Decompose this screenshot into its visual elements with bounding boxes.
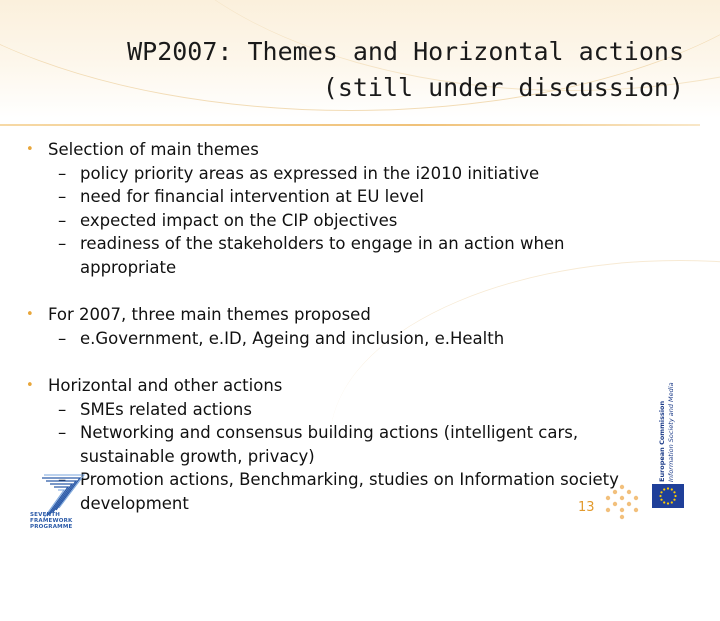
sub-bullet-text: expected impact on the CIP objectives bbox=[80, 210, 398, 230]
sub-bullet-item bbox=[0, 232, 610, 279]
bullet-text: Horizontal and other actions bbox=[48, 376, 283, 395]
sub-bullet-item bbox=[0, 209, 680, 233]
bullet-block-themes bbox=[0, 138, 680, 279]
ec-label-line-2: Information Society and Media bbox=[667, 382, 675, 482]
decorative-dots-icon bbox=[604, 484, 640, 520]
bullet-marker: • bbox=[26, 142, 34, 157]
title-divider bbox=[0, 124, 700, 126]
dash-marker: – bbox=[58, 399, 67, 419]
sub-bullet-item bbox=[0, 185, 680, 209]
sub-bullet-text: readiness of the stakeholders to engage in an action when appropriate bbox=[80, 234, 565, 277]
bullet-marker: • bbox=[26, 307, 34, 322]
page-number: 13 bbox=[578, 500, 595, 515]
bullet-item bbox=[0, 303, 680, 327]
bullet-item bbox=[0, 374, 680, 398]
sub-bullet-item bbox=[0, 162, 680, 186]
fp7-logo-text: SEVENTH FRAMEWORK PROGRAMME bbox=[30, 512, 73, 530]
slide-body bbox=[0, 138, 680, 515]
dash-marker: – bbox=[58, 163, 67, 183]
bullet-item bbox=[0, 138, 680, 162]
slide-title-line-1: WP2007: Themes and Horizontal actions bbox=[127, 37, 684, 66]
bullet-marker: • bbox=[26, 378, 34, 393]
bullet-text: Selection of main themes bbox=[48, 140, 259, 159]
slide-title bbox=[127, 34, 684, 106]
slide-title-line-2: (still under discussion) bbox=[322, 73, 684, 102]
sub-bullet-item bbox=[0, 398, 680, 422]
sub-bullet-text: Promotion actions, Benchmarking, studies on Information society development bbox=[80, 470, 619, 513]
bullet-block-2007-themes bbox=[0, 303, 680, 350]
dash-marker: – bbox=[58, 210, 67, 230]
bullet-text: For 2007, three main themes proposed bbox=[48, 305, 371, 324]
dash-marker: – bbox=[58, 187, 67, 206]
sub-bullet-text: SMEs related actions bbox=[80, 399, 252, 419]
sub-bullet-text: Networking and consensus building actions (intelligent cars, sustainable growth, privacy) bbox=[80, 423, 579, 466]
dash-marker: – bbox=[58, 234, 67, 253]
sub-bullet-text: e.Government, e.ID, Ageing and inclusion, e.Health bbox=[80, 328, 505, 348]
sub-bullet-item bbox=[0, 421, 635, 468]
dash-marker: – bbox=[58, 328, 67, 348]
dash-marker: – bbox=[58, 423, 67, 442]
dash-marker: – bbox=[58, 470, 67, 489]
ec-vertical-label bbox=[658, 370, 678, 482]
sub-bullet-text: policy priority areas as expressed in the i2010 initiative bbox=[80, 163, 540, 183]
sub-bullet-item bbox=[0, 327, 680, 351]
eu-flag-icon bbox=[652, 484, 684, 508]
ec-label-line-1: European Commission bbox=[658, 400, 666, 482]
sub-bullet-text: need for financial intervention at EU level bbox=[80, 187, 424, 206]
